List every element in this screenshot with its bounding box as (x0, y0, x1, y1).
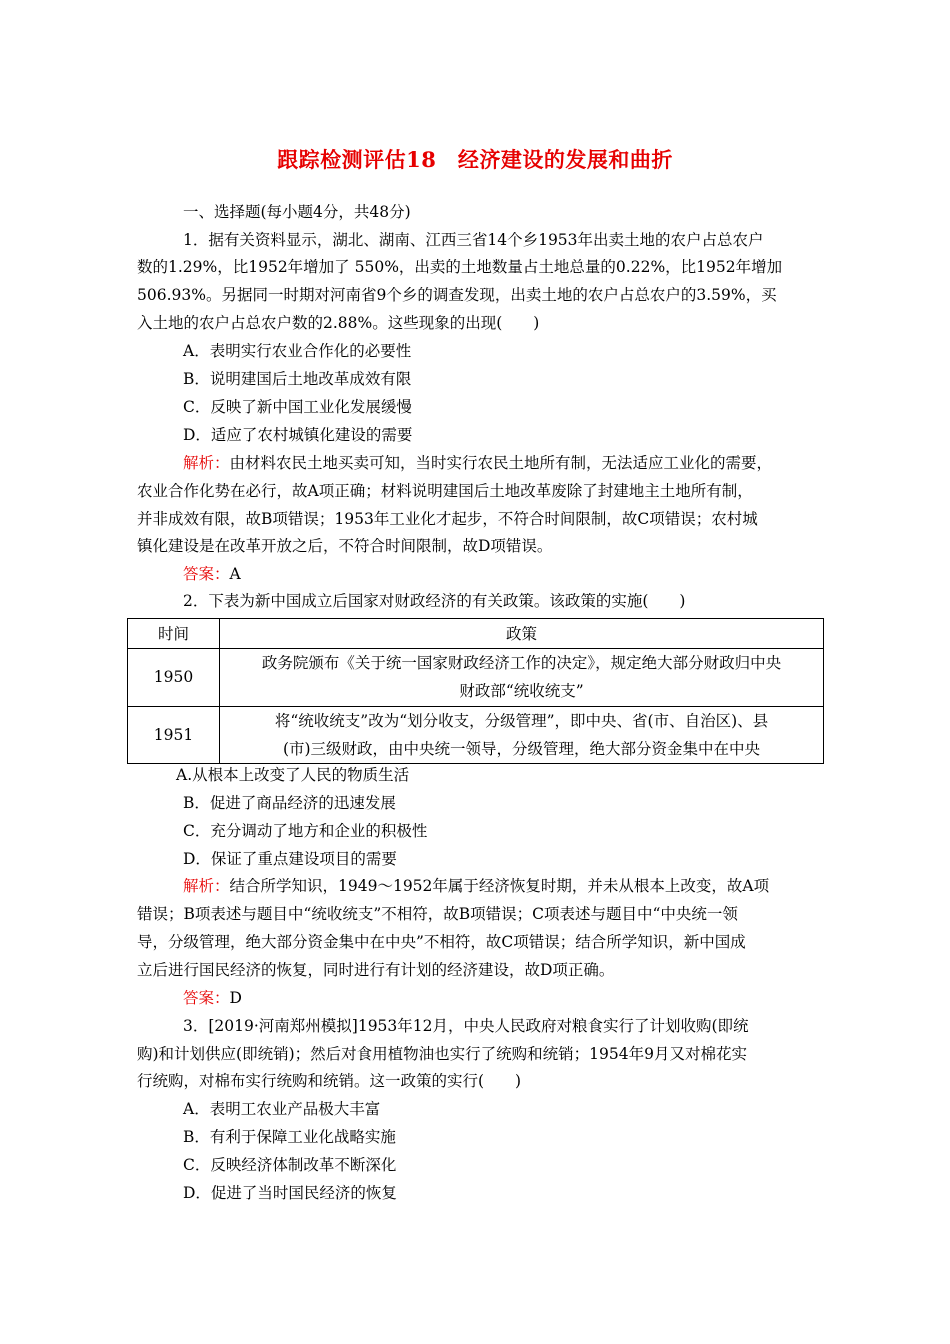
q2-analysis-line: 导，分级管理，绝大部分资金集中在中央”不相符，故C项错误；结合所学知识，新中国成 (137, 933, 746, 951)
table-header-row (128, 619, 824, 649)
analysis-label: 解析： (183, 454, 230, 472)
q3-stem-line: 行统购，对棉布实行统购和统销。这一政策的实行( ) (137, 1072, 522, 1090)
q1-analysis-first-line (183, 453, 772, 473)
answer-label: 答案： (183, 989, 230, 1007)
policy-table (127, 618, 824, 764)
page-title: 跟踪检测评估18 经济建设的发展和曲折 (277, 147, 673, 172)
policy-line: 财政部“统收统支” (459, 682, 584, 701)
q1-stem-line: 入土地的农户占总农户数的2.88%。这些现象的出现( ) (137, 314, 540, 332)
answer-value: A (229, 565, 241, 583)
q1-option-a: A．表明实行农业合作化的必要性 (183, 342, 412, 360)
table-header-time: 时间 (128, 619, 220, 649)
table-row (128, 649, 824, 706)
policy-line: (市)三级财政，由中央统一领导，分级管理，绝大部分资金集中在中央 (282, 739, 761, 758)
table-cell-year: 1950 (128, 649, 220, 706)
answer-value: D (229, 989, 242, 1007)
q2-option-a: A.从根本上改变了人民的物质生活 (176, 766, 410, 784)
q3-option-a: A．表明工农业产品极大丰富 (183, 1100, 381, 1118)
q2-analysis-line: 错误；B项表述与题目中“统收统支”不相符，故B项错误；C项表述与题目中“中央统一领 (137, 905, 738, 923)
q1-stem-line: 1．据有关资料显示，湖北、湖南、江西三省14个乡1953年出卖土地的农户占总农户 (183, 231, 764, 249)
q1-option-d: D．适应了农村城镇化建设的需要 (183, 426, 413, 444)
table-cell-year: 1951 (128, 706, 220, 763)
table-header-policy: 政策 (220, 619, 824, 649)
q1-answer (183, 564, 241, 584)
q1-stem-line: 数的1.29%，比1952年增加了 550%，出卖的土地数量占土地总量的0.22%，比1952年增加 (137, 258, 783, 276)
policy-line: 将“统收统支”改为“划分收支，分级管理”，即中央、省(市、自治区)、县 (274, 711, 769, 730)
q2-option-b: B．促进了商品经济的迅速发展 (183, 794, 396, 812)
q3-option-c: C．反映经济体制改革不断深化 (183, 1156, 397, 1174)
table-cell-policy (220, 706, 824, 763)
analysis-label: 解析： (183, 877, 230, 895)
q3-stem-line: 3．[2019·河南郑州模拟]1953年12月，中央人民政府对粮食实行了计划收购(即统 (183, 1017, 749, 1035)
q1-analysis-line: 农业合作化势在必行，故A项正确；材料说明建国后土地改革废除了封建地主土地所有制， (137, 482, 753, 500)
policy-line: 政务院颁布《关于统一国家财政经济工作的决定》，规定绝大部分财政归中央 (261, 654, 782, 673)
q3-option-b: B．有利于保障工业化战略实施 (183, 1128, 396, 1146)
q1-option-b: B．说明建国后土地改革成效有限 (183, 370, 412, 388)
q3-stem-line: 购)和计划供应(即统销)；然后对食用植物油也实行了统购和统销；1954年9月又对棉花实 (137, 1045, 747, 1063)
q1-option-c: C．反映了新中国工业化发展缓慢 (183, 398, 412, 416)
q2-analysis-line: 立后进行国民经济的恢复，同时进行有计划的经济建设，故D项正确。 (137, 961, 615, 979)
section-heading: 一、选择题(每小题4分，共48分) (183, 203, 411, 221)
q2-stem: 2．下表为新中国成立后国家对财政经济的有关政策。该政策的实施( ) (183, 592, 686, 610)
analysis-text: 由材料农民土地买卖可知，当时实行农民土地所有制，无法适应工业化的需要， (229, 454, 773, 472)
q2-answer (183, 988, 242, 1008)
q1-analysis-line: 并非成效有限，故B项错误；1953年工业化才起步，不符合时间限制，故C项错误；农村城 (137, 510, 758, 528)
q1-analysis-line: 镇化建设是在改革开放之后，不符合时间限制，故D项错误。 (137, 537, 553, 555)
q2-option-c: C．充分调动了地方和企业的积极性 (183, 822, 428, 840)
q2-analysis-first-line (183, 876, 769, 896)
q2-option-d: D．保证了重点建设项目的需要 (183, 850, 397, 868)
answer-label: 答案： (183, 565, 230, 583)
q1-stem-line: 506.93%。另据同一时期对河南省9个乡的调查发现，出卖土地的农户占总农户的3.59%，买 (137, 286, 777, 304)
analysis-text: 结合所学知识，1949～1952年属于经济恢复时期，并未从根本上改变，故A项 (229, 877, 770, 895)
table-row (128, 706, 824, 763)
q3-option-d: D．促进了当时国民经济的恢复 (183, 1184, 397, 1202)
table-cell-policy (220, 649, 824, 706)
